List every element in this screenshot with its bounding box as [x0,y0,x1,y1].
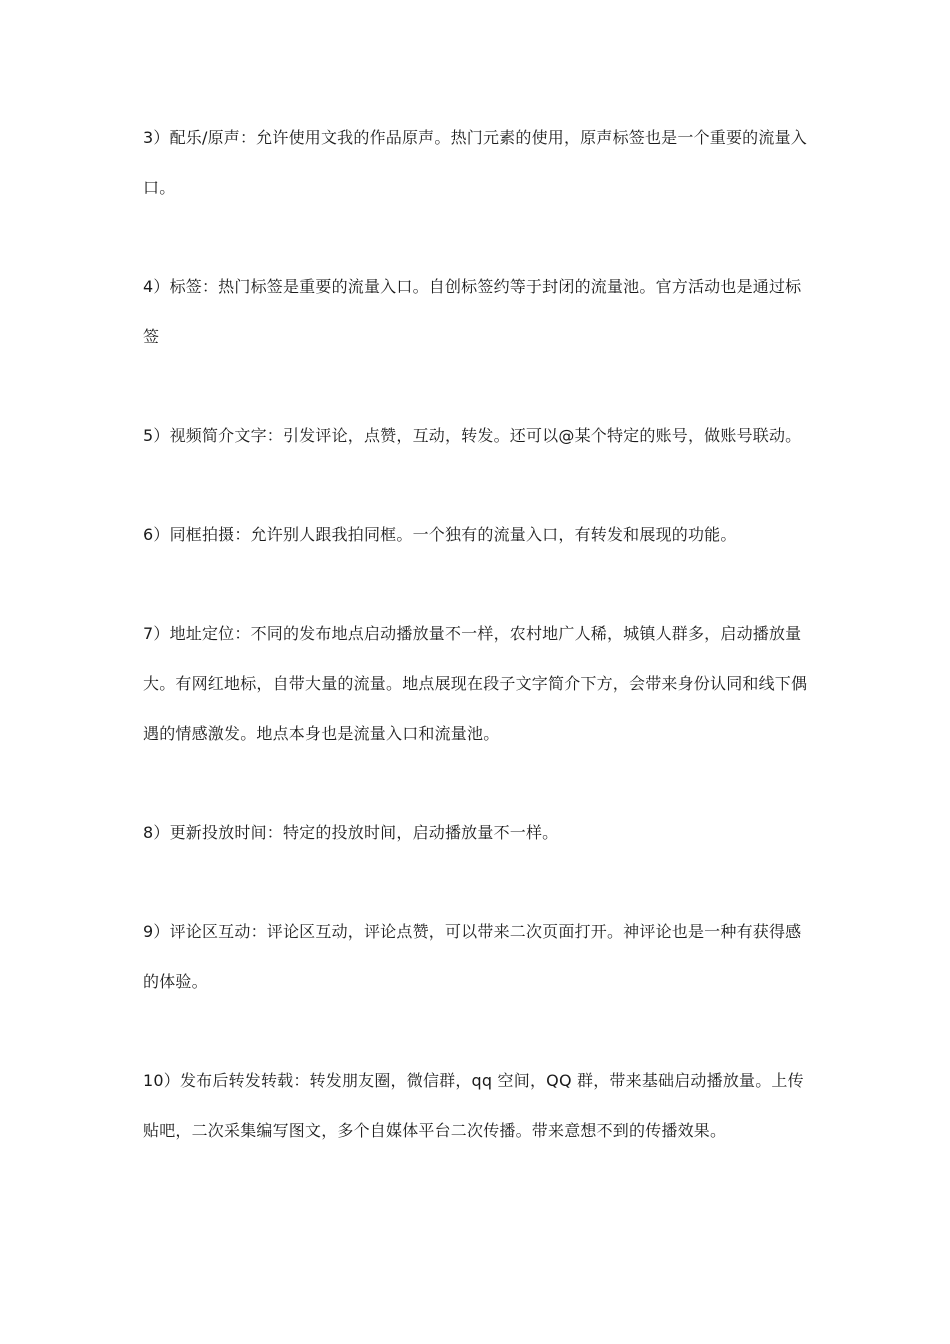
paragraph-item-10: 10）发布后转发转载：转发朋友圈，微信群，qq 空间，QQ 群，带来基础启动播放量。上传贴吧，二次采集编写图文，多个自媒体平台二次传播。带来意想不到的传播效果。 [143,1071,804,1140]
document-body [143,113,811,1205]
paragraph-item-4: 4）标签：热门标签是重要的流量入口。自创标签约等于封闭的流量池。官方活动也是通过标签 [143,277,802,346]
paragraph-item-7: 7）地址定位：不同的发布地点启动播放量不一样，农村地广人稀，城镇人群多，启动播放量大。有网红地标，自带大量的流量。地点展现在段子文字简介下方，会带来身份认同和线下偶遇的情感激发。地点本身也是流量入口和流量池。 [143,624,808,743]
paragraph-item-3: 3）配乐/原声：允许使用文我的作品原声。热门元素的使用，原声标签也是一个重要的流量入口。 [143,128,807,197]
paragraph-item-6: 6）同框拍摄：允许别人跟我拍同框。一个独有的流量入口，有转发和展现的功能。 [143,525,737,544]
paragraph-item-9: 9）评论区互动：评论区互动，评论点赞，可以带来二次页面打开。神评论也是一种有获得感的体验。 [143,922,802,991]
paragraph-item-8: 8）更新投放时间：特定的投放时间，启动播放量不一样。 [143,823,559,842]
paragraph-item-5: 5）视频简介文字：引发评论，点赞，互动，转发。还可以@某个特定的账号，做账号联动。 [143,426,802,445]
